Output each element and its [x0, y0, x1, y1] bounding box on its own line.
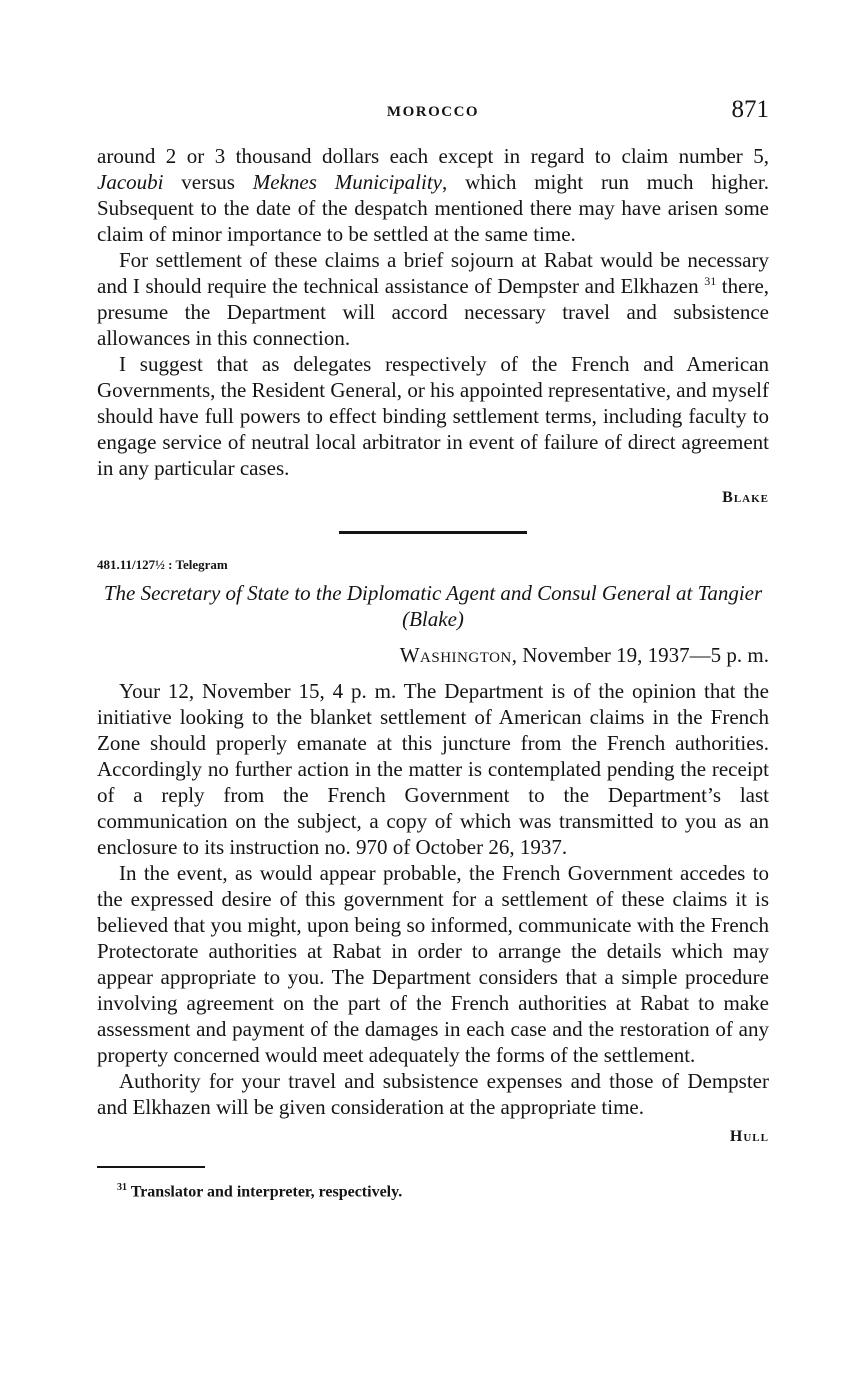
doc2-paragraph-1: Your 12, November 15, 4 p. m. The Department is of the opinion that the initiative looking to the blanket settlement of American claims in the French Zone should properly emanate at this juncture from the French authorities. Accordingly no further action in the matter is contemplated pending the receipt of a reply from the French Government to the Department’s last communication on the subject, a copy of which was transmitted to you as an enclosure to its instruction no. 970 of October 26, 1937. [97, 679, 769, 859]
footnote-rule [97, 1166, 205, 1168]
body-text [97, 143, 769, 1202]
running-head [97, 96, 769, 130]
running-head-title: MOROCCO [386, 104, 480, 120]
dateline-date: , November 19, 1937—5 p. m. [511, 643, 769, 667]
doc2-paragraph-2: In the event, as would appear probable, the French Government accedes to the expressed desire of this government for a settlement of these claims it is believed that you might, upon being so informed, communicate with the French Protectorate authorities at Rabat in order to arrange the details which may appear appropriate to you. The Department considers that a simple procedure involving agreement on the part of the French authorities at Rabat to make assessment and payment of the damages in each case and the restoration of any property concerned would meet adequately the forms of the settlement. [97, 861, 769, 1067]
page-number: 871 [731, 96, 769, 123]
doc1-paragraph-2: For settlement of these claims a brief sojourn at Rabat would be necessary and I should require the technical assistance of Dempster and Elkhazen $^{31}$ there, presume the Department will accord necessary travel and subsistence allowances in this connection. [97, 248, 770, 350]
doc1-signature: Blake [722, 489, 769, 506]
footnote-mark: 31 [117, 1182, 127, 1193]
file-reference: 481.11/127½ : Telegram [97, 557, 228, 572]
dateline [97, 642, 769, 668]
dateline-place: Washington [399, 643, 512, 667]
doc1-paragraph-3: I suggest that as delegates respectively of the French and American Governments, the Resident General, or his appointed representative, and myself should have full powers to effect binding settlement terms, including faculty to engage service of neutral local arbitrator in event of failure of direct agreement in any particular cases. [97, 352, 769, 480]
section-divider [339, 531, 527, 534]
claimant-name: Jacoubi [97, 170, 164, 194]
respondent-name: Meknes Municipality [252, 170, 443, 194]
doc2-paragraph-3: Authority for your travel and subsistence expenses and those of Dempster and Elkhazen will be given consideration at the appropriate time. [97, 1069, 769, 1119]
footnote-reference: 31 [704, 274, 717, 288]
footnote [97, 1178, 769, 1202]
doc1-paragraph-1: around 2 or 3 thousand dollars each except in regard to claim number 5, Jacoubi versus Meknes Municipality, which might run much higher. Subsequent to the date of the despatch mentioned there may have arisen some claim of minor importance to be settled at the same time. [97, 144, 770, 246]
footnote-text: Translator and interpreter, respectively. [130, 1183, 403, 1201]
doc2-signature: Hull [729, 1128, 769, 1145]
doc2-heading: The Secretary of State to the Diplomatic Agent and Consul General at Tangier (Blake) [103, 581, 763, 631]
